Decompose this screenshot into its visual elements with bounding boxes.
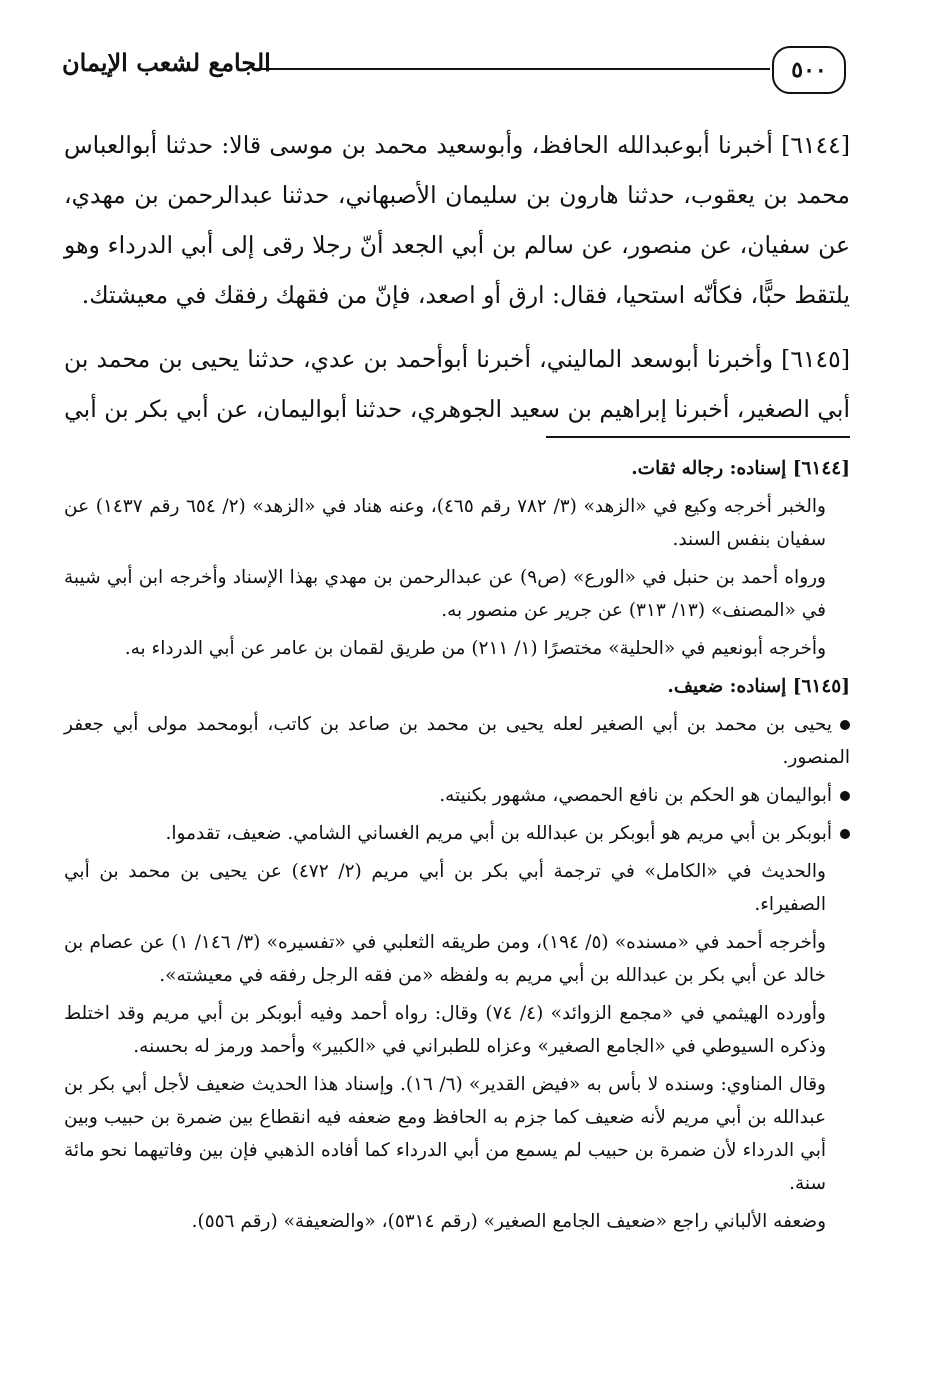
footnote-heading: [٦١٤٤] إسناده: رجاله ثقات. — [631, 458, 850, 479]
footnote-paragraph: وأورده الهيثمي في «مجمع الزوائد» (٤/ ٧٤) وقال: رواه أحمد وفيه أبوبكر بن أبي مريم وقد اختلط وذكره السيوطي في «الجامع الصغير» وعزاه للطبراني في «الكبير» وأحمد ورمز له بحسنه. — [64, 1003, 826, 1057]
hadith-number: [٦١٤٤] — [781, 131, 850, 159]
main-text — [64, 120, 850, 448]
bullet-text: أبواليمان هو الحكم بن نافع الحمصي، مشهور بكنيته. — [439, 785, 832, 806]
hadith-text: وأخبرنا أبوسعد الماليني، أخبرنا أبوأحمد بن عدي، حدثنا يحيى بن محمد بن أبي الصغير، أخبرنا إبراهيم بن سعيد الجوهري، حدثنا أبواليمان، عن أبي بكر بن أبي — [64, 345, 850, 423]
footnote-heading: [٦١٤٥] إسناده: ضعيف. — [667, 676, 850, 697]
footnote-bullet — [64, 817, 850, 850]
bullet-icon — [840, 720, 850, 730]
footnote-bullet — [64, 779, 850, 812]
footnote-paragraph: والخبر أخرجه وكيع في «الزهد» (٣/ ٧٨٢ رقم ٤٦٥)، وعنه هناد في «الزهد» (٢/ ٦٥٤ رقم ١٤٣٧) عن سفيان بنفس السند. — [64, 496, 826, 550]
hadith-6145 — [64, 334, 850, 434]
footnote-paragraph: ورواه أحمد بن حنبل في «الورع» (ص٩) عن عبدالرحمن بن مهدي بهذا الإسناد وأخرجه ابن أبي شيبة في «المصنف» (١٣/ ٣١٣) عن جرير عن منصور به. — [64, 567, 826, 621]
bullet-icon — [840, 829, 850, 839]
page-number: ٥٠٠ — [772, 46, 846, 94]
footnote-paragraph: وضعفه الألباني راجع «ضعيف الجامع الصغير» (رقم ٥٣١٤)، «والضعيفة» (رقم ٥٥٦). — [191, 1211, 826, 1232]
hadith-6144 — [64, 120, 850, 320]
footnote-paragraph: والحديث في «الكامل» في ترجمة أبي بكر بن أبي مريم (٢/ ٤٧٢) عن يحيى بن محمد بن أبي الصفيراء. — [64, 861, 826, 915]
footnote-paragraph: وأخرجه أحمد في «مسنده» (٥/ ١٩٤)، ومن طريقه الثعلبي في «تفسيره» (٣/ ١٤٦/ ١) عن عصام بن خالد عن أبي بكر بن عبدالله بن أبي مريم به ولفظه «من فقه الرجل رفقه في معيشته». — [64, 932, 826, 986]
hadith-text: أخبرنا أبوعبدالله الحافظ، وأبوسعيد محمد بن موسى قالا: حدثنا أبوالعباس محمد بن يعقوب، حدثنا هارون بن سليمان الأصبهاني، حدثنا عبدالرحمن بن مهدي، عن سفيان، عن منصور، عن سالم بن أبي الجعد أنّ رجلا رقى إلى أبي الدرداء وهو يلتقط حبًّا، فكأنّه استحيا، فقال: ارق أو اصعد، فإنّ من فقهك رفقك في معيشتك. — [64, 131, 850, 309]
header-rule — [252, 68, 770, 70]
bullet-icon — [840, 791, 850, 801]
footnote-paragraph: وأخرجه أبونعيم في «الحلية» مختصرًا (١/ ٢١١) من طريق لقمان بن عامر عن أبي الدرداء به. — [124, 638, 826, 659]
footnote-bullet — [64, 708, 850, 774]
bullet-text: يحيى بن محمد بن أبي الصغير لعله يحيى بن محمد بن صاعد بن كاتب، أبومحمد مولى أبي جعفر المنصور. — [64, 714, 850, 768]
footnote-separator — [546, 436, 850, 438]
hadith-number: [٦١٤٥] — [781, 345, 850, 373]
running-header — [62, 46, 852, 102]
bullet-text: أبوبكر بن أبي مريم هو أبوبكر بن عبدالله بن أبي مريم الغساني الشامي. ضعيف، تقدموا. — [165, 823, 832, 844]
footnote-paragraph: وقال المناوي: وسنده لا بأس به «فيض القدير» (٦/ ١٦). وإسناد هذا الحديث ضعيف لأجل أبي بكر بن عبدالله بن أبي مريم لأنه ضعيف كما جزم به الحافظ ومع ضعفه فيه انقطاع بين ضمرة بن حبيب وبين أبي الدرداء لأن ضمرة بن حبيب لم يسمع من أبي الدرداء كما أفاده الذهبي فإن بين وفاتيهما نحو مائة سنة. — [64, 1074, 826, 1194]
book-title: الجامع لشعب الإيمان — [62, 48, 271, 77]
footnotes — [64, 452, 850, 1243]
